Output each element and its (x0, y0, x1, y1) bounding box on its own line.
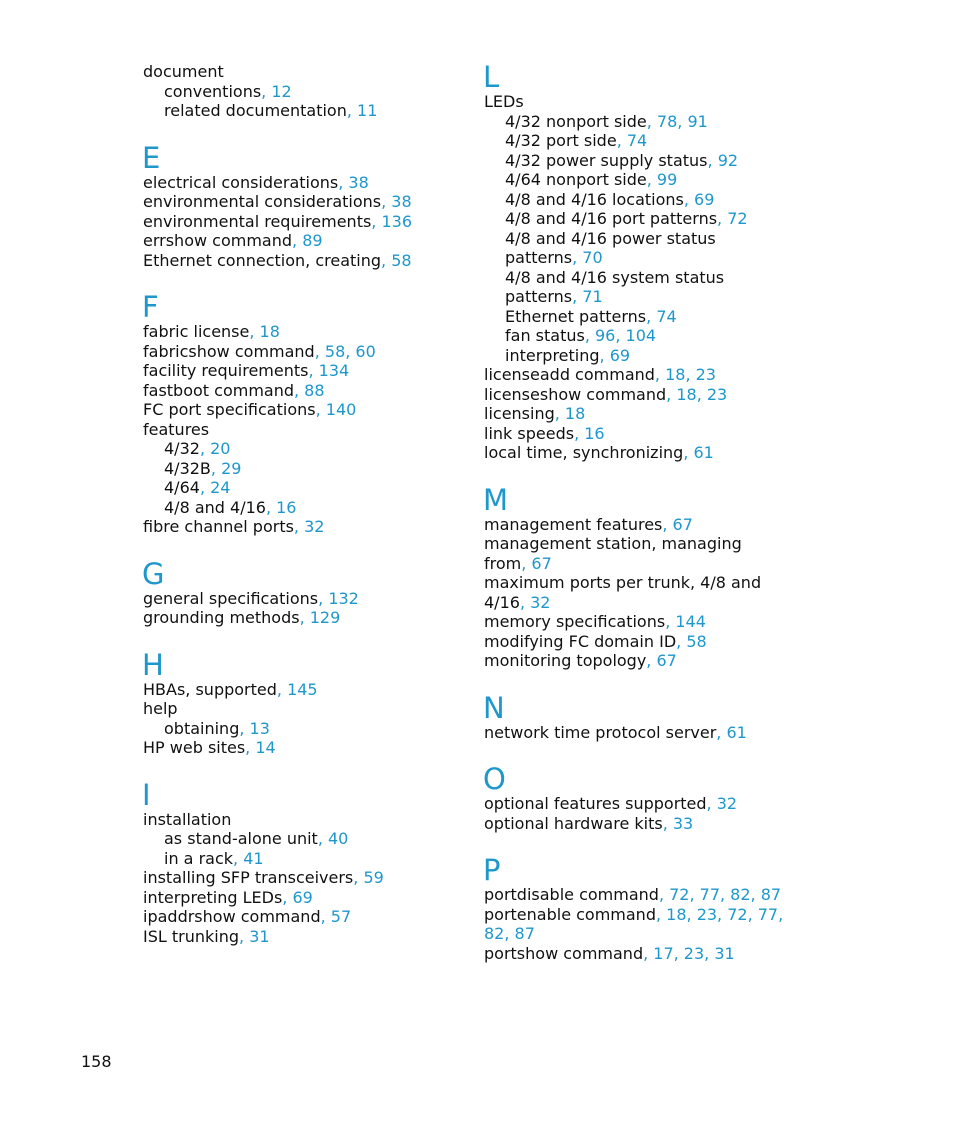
index-section-o (484, 764, 784, 833)
index-section-g (142, 556, 463, 628)
page-reference-link[interactable]: , 32 (519, 592, 551, 612)
index-entry (143, 608, 463, 628)
page-reference-link[interactable]: , 24 (199, 478, 231, 497)
index-entry (143, 589, 463, 609)
page-reference-link[interactable]: , 11 (346, 101, 378, 120)
entry-term: features (143, 419, 210, 439)
section-letter: O (483, 762, 506, 796)
index-column-left (143, 62, 463, 968)
entry-term: portshow command (484, 943, 644, 963)
entry-term: local time, synchronizing (484, 443, 684, 462)
page-reference-link[interactable]: , 72, 77, 82, 87 (658, 885, 782, 904)
page-reference-link[interactable]: , 129 (299, 608, 341, 627)
entry-term: fabricshow command (143, 341, 315, 361)
page-reference-link[interactable]: , 17, 23, 31 (643, 943, 735, 963)
entry-term: management features (484, 514, 663, 534)
index-entry (484, 573, 784, 612)
page-reference-link[interactable]: , 69 (599, 345, 631, 365)
entry-term: 4/32 power supply status (505, 150, 708, 170)
entry-term: fabric license (143, 322, 250, 341)
index-subentry (484, 151, 784, 171)
page-reference-link[interactable]: , 69 (683, 189, 715, 209)
page-reference-link[interactable]: , 32 (293, 517, 325, 536)
section-letter: F (142, 290, 159, 324)
index-subentry (143, 459, 463, 479)
page-reference-link[interactable]: , 78, 91 (646, 111, 708, 131)
page-reference-link[interactable]: , 61 (716, 722, 747, 742)
page-reference-link[interactable]: , 40 (317, 829, 349, 848)
entry-term: electrical considerations (143, 172, 339, 192)
page-reference-link[interactable]: , 38 (381, 192, 412, 211)
page-reference-link[interactable]: , 134 (308, 361, 350, 380)
page-reference-link[interactable]: , 18, 23, 72, 77, 82, 87 (484, 904, 784, 943)
index-subentry (143, 849, 463, 869)
page-reference-link[interactable]: , 140 (315, 400, 357, 419)
entry-term: FC port specifications (143, 400, 316, 419)
index-subentry (484, 268, 784, 307)
section-letter: M (483, 482, 509, 517)
entry-term: 4/32B (164, 458, 211, 478)
page-reference-link[interactable]: , 38 (338, 172, 369, 192)
page-reference-link[interactable]: , 74 (646, 306, 677, 326)
entry-term: 4/8 and 4/16 system status patterns (505, 267, 725, 306)
index-entry (143, 381, 463, 401)
entry-term: memory specifications (484, 612, 666, 631)
page-reference-link[interactable]: , 88 (294, 380, 325, 400)
page-reference-link[interactable]: , 132 (318, 588, 359, 608)
entry-term: portenable command (484, 904, 656, 924)
page-reference-link[interactable]: , 18 (554, 404, 586, 423)
page-reference-link[interactable]: , 67 (521, 553, 552, 573)
page-reference-link[interactable]: , 31 (239, 926, 270, 946)
page-reference-link[interactable]: , 58 (676, 631, 707, 651)
entry-term: grounding methods (143, 608, 300, 627)
index-entry (484, 632, 784, 652)
entry-term: installation (143, 809, 232, 829)
entry-term: conventions (164, 81, 262, 101)
index-entry (484, 814, 784, 834)
page-reference-link[interactable]: , 145 (276, 679, 318, 699)
entry-term: HBAs, supported (143, 679, 277, 699)
entry-term: environmental considerations (143, 192, 382, 211)
section-letter: I (142, 777, 151, 812)
index-entry (484, 443, 784, 463)
index-entry (143, 868, 463, 888)
index-entry (143, 907, 463, 927)
entry-term: 4/8 and 4/16 power status patterns (505, 228, 716, 267)
page-reference-link[interactable]: , 18, 23 (666, 384, 728, 404)
entry-term: Ethernet patterns (505, 306, 647, 326)
entry-term: fibre channel ports (143, 517, 294, 536)
entry-term: interpreting (505, 345, 600, 365)
page-reference-link[interactable]: , 71 (572, 287, 603, 306)
index-entry (484, 385, 784, 405)
section-letter: G (142, 556, 165, 591)
index-entry (143, 212, 463, 232)
entry-term: general specifications (143, 588, 319, 608)
entry-term: related documentation (164, 101, 347, 120)
index-entry (484, 794, 784, 814)
index-subentry (484, 307, 784, 327)
index-entry (143, 738, 463, 758)
index-entry (143, 361, 463, 381)
index-entry (484, 944, 784, 964)
page-reference-link[interactable]: , 18 (249, 322, 280, 341)
page-reference-link[interactable]: , 12 (261, 81, 292, 101)
index-entry (143, 680, 463, 700)
page-reference-link[interactable]: , 89 (292, 231, 323, 250)
index-section-n (483, 690, 784, 743)
page-reference-link[interactable]: , 74 (616, 131, 648, 150)
index-subentry (484, 190, 784, 210)
page-reference-link[interactable]: , 16 (265, 497, 297, 517)
entry-term: link speeds (484, 423, 575, 443)
index-subentry (484, 326, 784, 346)
index-subentry (484, 229, 784, 268)
entry-term: 4/8 and 4/16 port patterns (505, 209, 718, 228)
index-section-p (484, 855, 784, 963)
index-entry (143, 173, 463, 193)
index-section (143, 62, 463, 121)
page-reference-link[interactable]: , 29 (210, 458, 242, 478)
index-subentry (484, 209, 784, 229)
page-reference-link[interactable]: , 58, 60 (314, 341, 376, 361)
entry-term: obtaining (164, 718, 240, 738)
index-entry (484, 723, 784, 743)
index-entry (484, 612, 784, 632)
entry-term: installing SFP transceivers (143, 868, 354, 887)
page-reference-link[interactable]: , 33 (662, 813, 694, 833)
entry-term: errshow command (143, 231, 293, 250)
index-entry (143, 810, 463, 830)
section-letter: P (483, 853, 501, 887)
page-number: 158 (81, 1052, 112, 1071)
page-reference-link[interactable]: , 69 (282, 887, 313, 907)
entry-term: optional features supported (484, 794, 707, 813)
page-reference-link[interactable]: , 72 (717, 209, 748, 228)
index-subentry (143, 478, 463, 498)
index-entry (484, 534, 784, 573)
entry-term: licenseshow command (484, 384, 667, 404)
entry-term: 4/32 (164, 439, 200, 458)
index-section-i (142, 777, 463, 947)
entry-term: environmental requirements (143, 211, 372, 231)
index-entry (484, 905, 784, 944)
entry-term: 4/32 port side (505, 131, 617, 150)
entry-term: modifying FC domain ID (484, 631, 677, 651)
page-reference-link[interactable]: , 70 (572, 248, 603, 267)
entry-term: Ethernet connection, creating (143, 250, 382, 270)
index-entry (143, 192, 463, 212)
page-reference-link[interactable]: , 136 (371, 211, 413, 231)
section-letter: E (142, 140, 161, 175)
page-reference-link[interactable]: , 20 (199, 439, 231, 458)
entry-term: LEDs (484, 92, 524, 111)
page-reference-link[interactable]: , 16 (574, 423, 605, 443)
entry-term: 4/8 and 4/16 (164, 497, 266, 517)
index-entry (484, 424, 784, 444)
page-reference-link[interactable]: , 57 (320, 907, 352, 926)
index-entry (143, 927, 463, 947)
page-reference-link[interactable]: , 41 (233, 848, 264, 868)
index-section-f (143, 292, 463, 537)
index-section-m (483, 482, 784, 671)
entry-term: HP web sites (143, 738, 246, 757)
page-reference-link[interactable]: , 58 (381, 250, 412, 270)
index-subentry (484, 131, 784, 151)
entry-term: network time protocol server (484, 722, 717, 742)
entry-term: licensing (484, 404, 555, 423)
entry-term: ISL trunking (143, 926, 240, 946)
entry-term: help (143, 699, 178, 718)
index-subentry (484, 112, 784, 132)
entry-term: maximum ports per trunk, 4/8 and 4/16 (484, 573, 762, 612)
index-entry (143, 322, 463, 342)
page-reference-link[interactable]: , 99 (646, 170, 678, 189)
entry-term: facility requirements (143, 361, 309, 380)
section-letter: L (483, 60, 500, 94)
index-subentry (143, 82, 463, 102)
entry-term: 4/64 nonport side (505, 170, 647, 189)
page-reference-link[interactable]: , 59 (353, 868, 384, 887)
index-subentry (143, 719, 463, 739)
index-entry (484, 92, 784, 112)
section-letter: N (483, 690, 505, 725)
index-subentry (143, 439, 463, 459)
entry-term: 4/8 and 4/16 locations (505, 189, 684, 209)
page-reference-link[interactable]: , 61 (683, 443, 714, 462)
entry-term: document (143, 62, 224, 81)
index-entry (484, 404, 784, 424)
entry-term: monitoring topology (484, 651, 647, 670)
index-subentry (143, 829, 463, 849)
page-reference-link[interactable]: , 14 (245, 738, 276, 757)
index-entry (143, 699, 463, 719)
entry-term: in a rack (164, 848, 234, 868)
index-entry (143, 400, 463, 420)
page-reference-link[interactable]: , 32 (706, 794, 738, 813)
entry-term: ipaddrshow command (143, 907, 321, 926)
index-subentry (143, 101, 463, 121)
index-entry (143, 342, 463, 362)
index-entry (143, 62, 463, 82)
page-reference-link[interactable]: , 67 (662, 514, 693, 534)
entry-term: management station, managing from (484, 534, 742, 573)
index-section-l (484, 62, 784, 463)
entry-term: 4/32 nonport side (505, 111, 647, 131)
page-reference-link[interactable]: , 67 (646, 651, 677, 670)
index-section-e (142, 140, 463, 271)
entry-term: 4/64 (164, 478, 200, 497)
page-reference-link[interactable]: , 18, 23 (654, 365, 716, 384)
entry-term: portdisable command (484, 885, 659, 904)
entry-term: fan status (505, 326, 585, 345)
index-entry (143, 420, 463, 440)
index-section-h (142, 647, 463, 758)
page-reference-link[interactable]: , 96, 104 (584, 326, 657, 345)
index-column-right (484, 62, 784, 985)
entry-term: fastboot command (143, 380, 294, 400)
entry-term: as stand-alone unit (164, 829, 318, 848)
page-reference-link[interactable]: , 144 (665, 612, 706, 631)
index-entry (484, 885, 784, 905)
page-reference-link[interactable]: , 13 (239, 718, 270, 738)
index-entry (484, 651, 784, 671)
entry-term: interpreting LEDs (143, 887, 283, 907)
index-entry (484, 365, 784, 385)
entry-term: licenseadd command (484, 365, 655, 384)
index-entry (143, 231, 463, 251)
index-entry (484, 515, 784, 535)
section-letter: H (142, 647, 164, 682)
index-subentry (143, 498, 463, 518)
index-entry (143, 888, 463, 908)
index-subentry (484, 170, 784, 190)
entry-term: optional hardware kits (484, 813, 663, 833)
index-entry (143, 251, 463, 271)
index-entry (143, 517, 463, 537)
page-reference-link[interactable]: , 92 (707, 150, 739, 170)
index-subentry (484, 346, 784, 366)
